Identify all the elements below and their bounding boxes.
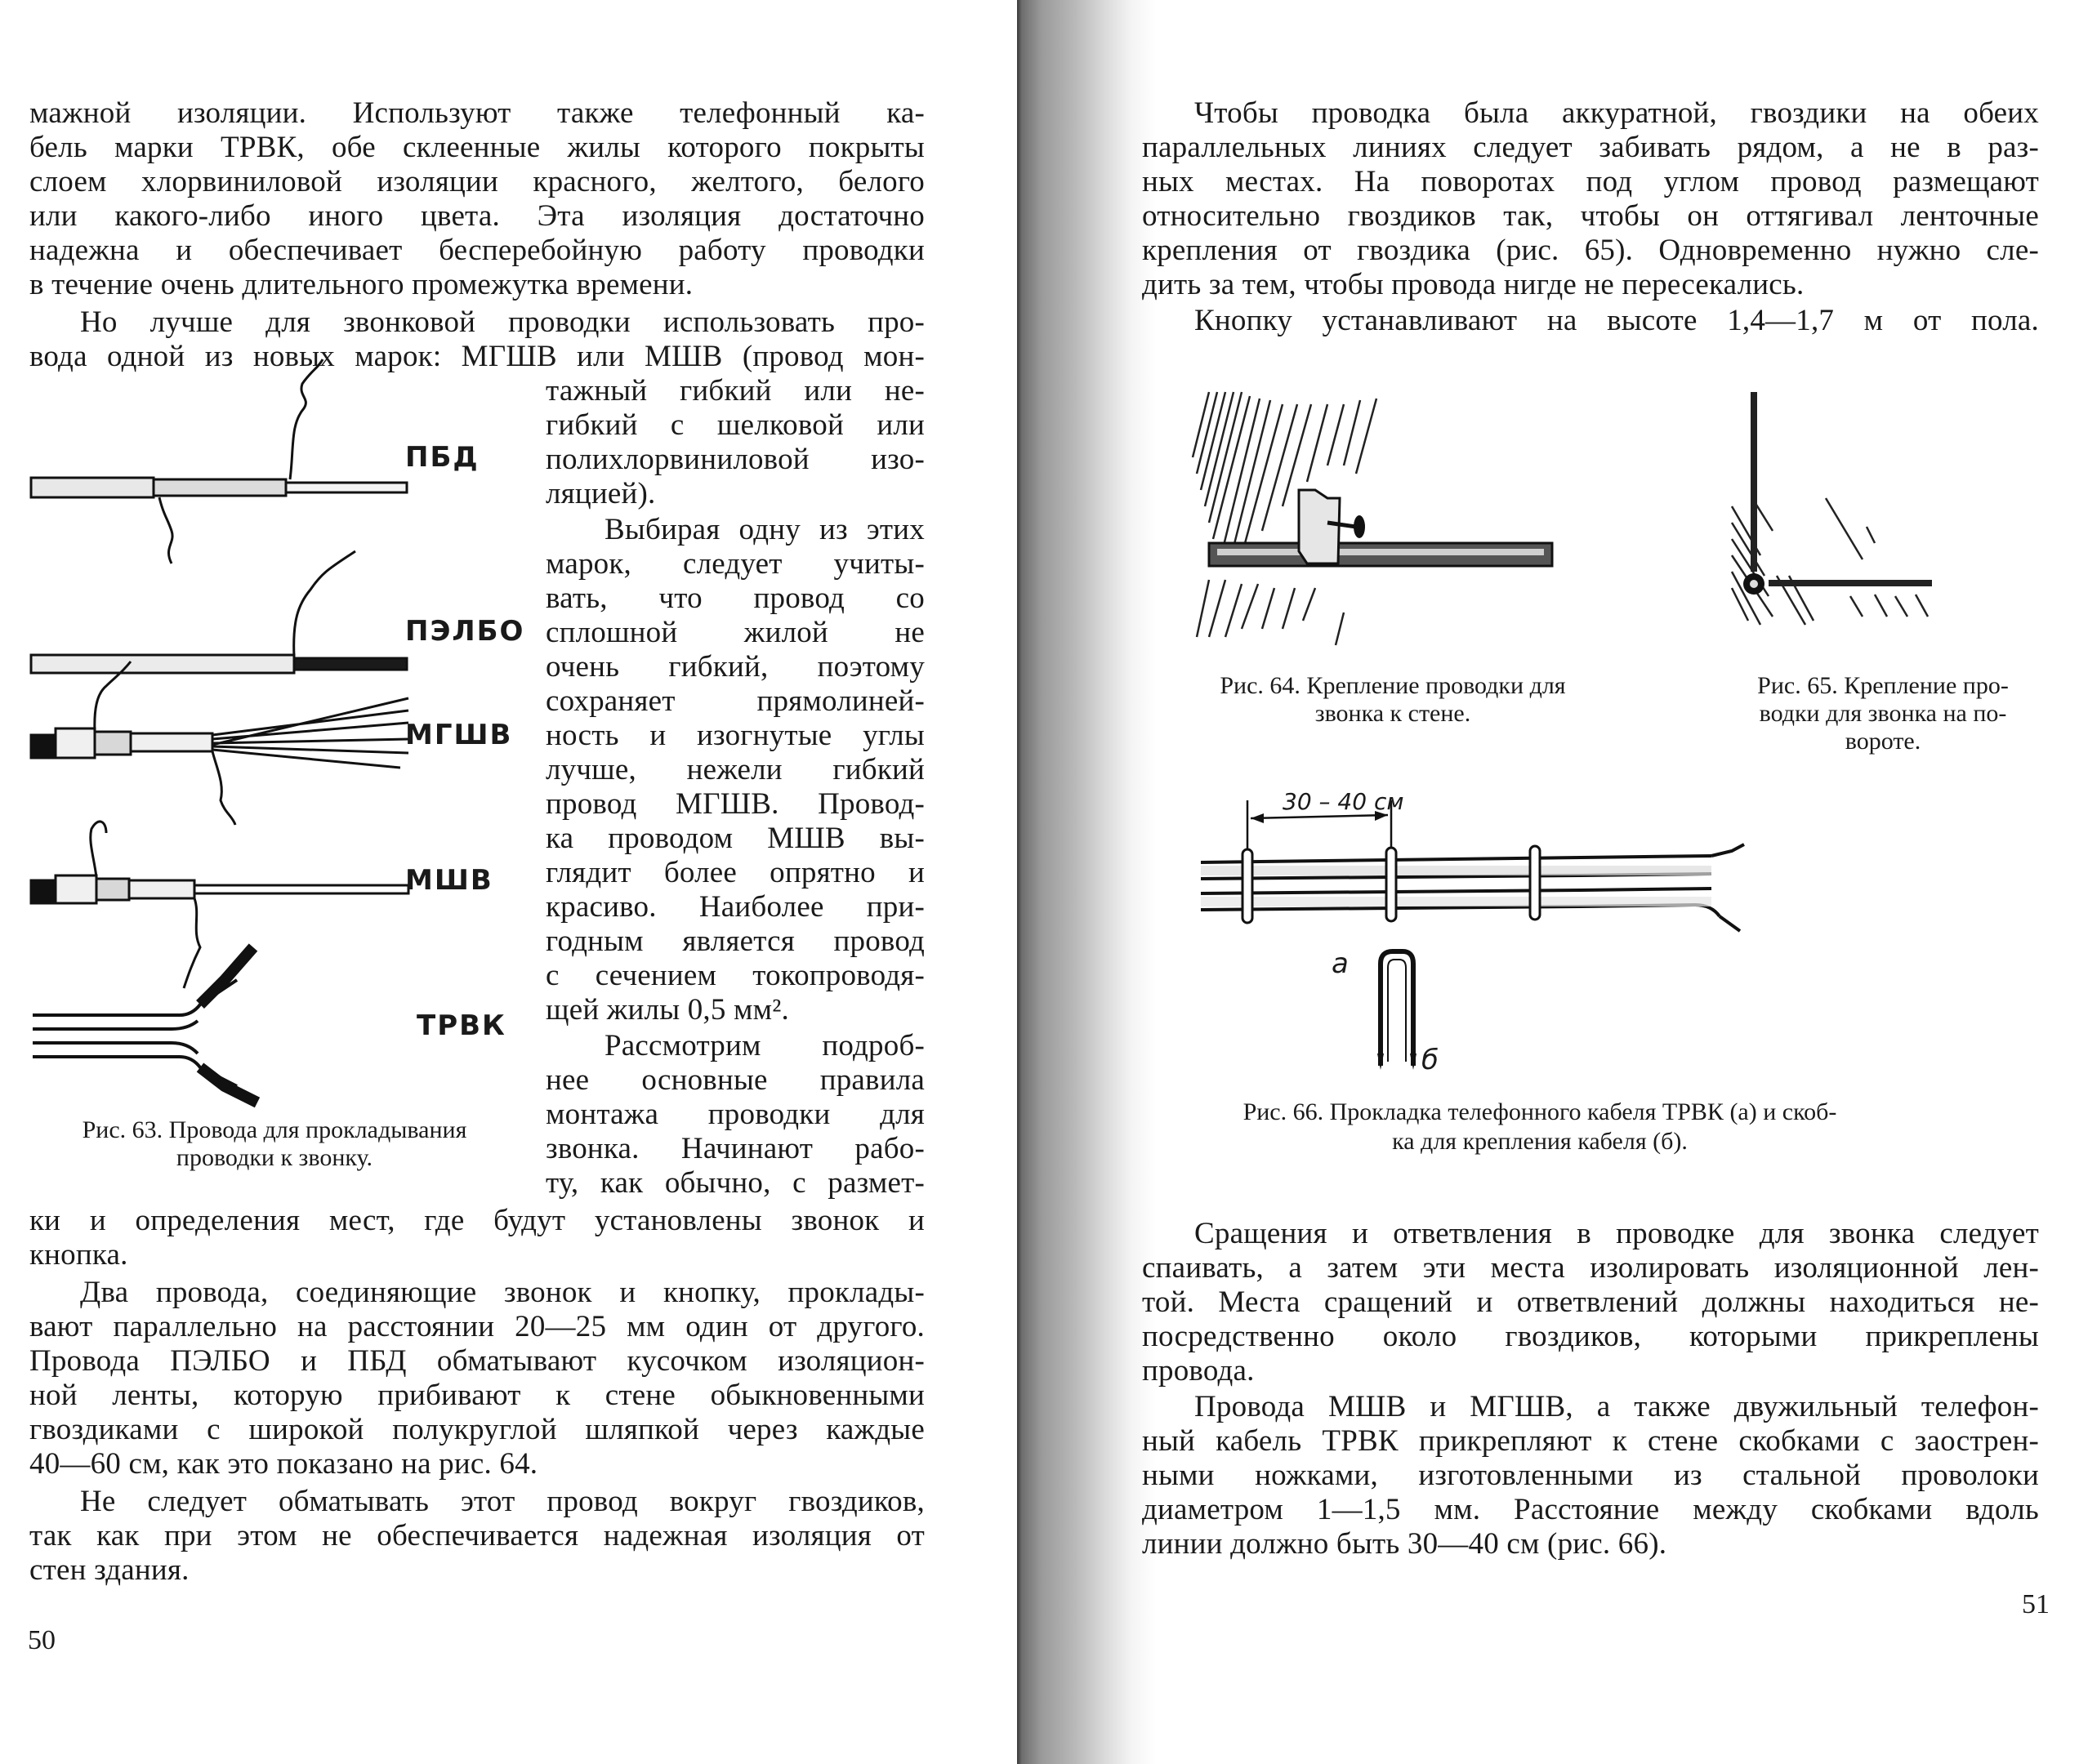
figure-64-caption-line2: звонка к стене. [1314, 700, 1471, 727]
cable-staple-illustration [1189, 784, 2038, 1078]
body-text-line: Выбирая одну из этих [605, 513, 925, 546]
body-text-line: Рассмотрим подроб- [605, 1029, 925, 1062]
body-text-line: с сечением токопроводя- [546, 959, 925, 992]
body-text-line: ных местах. На поворотах под углом провод размещают [1142, 165, 2039, 198]
body-text-line: ный кабель ТРВК прикрепляют к стене скобками с заострен- [1142, 1424, 2039, 1458]
wire-label-pbd: ПБД [405, 441, 480, 474]
wire-illustrations [16, 376, 539, 1045]
figure-66-caption-line1: Рис. 66. Прокладка телефонного кабеля ТРВК (а) и скоб- [1242, 1098, 1837, 1125]
body-text-line: сохраняет прямолиней- [546, 684, 925, 718]
body-text-line: щей жилы 0,5 мм². [546, 993, 789, 1027]
figure-65-caption-line3: вороте. [1845, 728, 1921, 755]
body-text-line: Провода ПЭЛБО и ПБД обматывают кусочком изоляцион- [29, 1344, 925, 1378]
body-text-line: посредственно около гвоздиков, которыми прикреплены [1142, 1320, 2039, 1353]
right-page [1017, 0, 2079, 1764]
body-text-line: ной ленты, которую прибивают к стене обыкновенными [29, 1379, 925, 1412]
figure-64-caption-line1: Рис. 64. Крепление проводки для [1220, 672, 1566, 699]
body-text-line: Чтобы проводка была аккуратной, гвоздики на обеих [1194, 96, 2039, 130]
body-text-line: сплошной жилой не [546, 616, 925, 649]
body-text-line: Не следует обматывать этот провод вокруг гвоздиков, [80, 1485, 925, 1518]
body-text-line: ки и определения мест, где будут установлены звонок и [29, 1204, 925, 1237]
part-b-label: б [1421, 1044, 1439, 1076]
left-page [0, 0, 1017, 1764]
body-text-line: нее основные правила [546, 1063, 925, 1097]
body-text-line: Сращения и ответвления в проводке для звонка следует [1194, 1217, 2039, 1250]
body-text-line: Кнопку устанавливают на высоте 1,4—1,7 м от пола. [1194, 304, 2039, 337]
body-text-line: той. Места сращений и ответвлений должны находиться не- [1142, 1285, 2039, 1319]
wire-label-pelbo: ПЭЛБО [405, 615, 525, 648]
body-text-line: вают параллельно на расстоянии 20—25 мм один от другого. [29, 1310, 925, 1343]
body-text-line: гвоздиками с широкой полукруглой шляпкой через каждые [29, 1413, 925, 1446]
body-text-line: звонка. Начинают рабо- [546, 1132, 925, 1165]
body-text-line: так как при этом не обеспечивается надежная изоляция от [29, 1519, 925, 1552]
wire-label-mshv: МШВ [405, 864, 493, 897]
body-text-line: бель марки ТРВК, обе склеенные жилы которого покрыты [29, 131, 925, 164]
figure-66-caption-line2: ка для крепления кабеля (б). [1392, 1128, 1688, 1155]
body-text-line: очень гибкий, поэтому [546, 650, 925, 684]
body-text-line: ными ножками, изготовленными из стальной проволоки [1142, 1459, 2039, 1492]
body-text-line: полихлорвиниловой изо- [546, 443, 925, 476]
body-text-line: относительно гвоздиков так, чтобы он оттягивал ленточные [1142, 199, 2039, 233]
figure-65-caption-line1: Рис. 65. Крепление про- [1757, 672, 2009, 699]
wire-label-mgshv: МГШВ [405, 719, 513, 751]
dimension-label: 30 – 40 см [1283, 788, 1404, 815]
body-text-line: стен здания. [29, 1553, 190, 1587]
figure-63-caption-line1: Рис. 63. Провода для прокладывания [82, 1116, 467, 1143]
body-text-line: Два провода, соединяющие звонок и кнопку, проклады- [80, 1276, 925, 1309]
wall-mount-illustration [1193, 368, 1601, 662]
body-text-line: дить за тем, чтобы провода нигде не пересекались. [1142, 268, 1805, 301]
body-text-line: в течение очень длительного промежутка времени. [29, 268, 694, 301]
body-text-line: мажной изоляции. Используют также телефонный ка- [29, 96, 925, 130]
body-text-line: диаметром 1—1,5 мм. Расстояние между скобками вдоль [1142, 1493, 2039, 1526]
body-text-line: кнопка. [29, 1238, 128, 1272]
body-text-line: ту, как обычно, с размет- [546, 1166, 925, 1200]
page-number: 50 [28, 1625, 56, 1655]
body-text-line: вода одной из новых марок: МГШВ или МШВ (провод мон- [29, 340, 925, 373]
body-text-line: годным является провод [546, 924, 925, 958]
body-text-line: крепления от гвоздика (рис. 65). Одновременно нужно сле- [1142, 234, 2039, 267]
part-a-label: а [1332, 947, 1349, 980]
page-number: 51 [2022, 1589, 2050, 1619]
figure-63-caption-line2: проводки к звонку. [176, 1144, 373, 1171]
body-text-line: глядит более опрятно и [546, 856, 925, 889]
body-text-line: тажный гибкий или не- [546, 374, 925, 408]
body-text-line: надежна и обеспечивает бесперебойную работу проводки [29, 234, 925, 267]
corner-turn-illustration [1728, 384, 1956, 645]
body-text-line: монтажа проводки для [546, 1098, 925, 1131]
wire-label-trvk: ТРВК [417, 1009, 506, 1042]
body-text-line: красиво. Наиболее при- [546, 890, 925, 924]
body-text-line: ляцией). [546, 477, 656, 510]
body-text-line: лучше, нежели гибкий [546, 753, 925, 786]
figure-65-caption-line2: водки для звонка на по- [1759, 700, 2007, 727]
body-text-line: слоем хлорвиниловой изоляции красного, желтого, белого [29, 165, 925, 198]
body-text-line: марок, следует учиты- [546, 547, 925, 581]
body-text-line: ка проводом МШВ вы- [546, 822, 925, 855]
body-text-line: Провода МШВ и МГШВ, а также двужильный телефон- [1194, 1390, 2039, 1423]
body-text-line: или какого-либо иного цвета. Эта изоляция достаточно [29, 199, 925, 233]
body-text-line: провод МГШВ. Провод- [546, 787, 925, 821]
body-text-line: параллельных линиях следует забивать рядом, а не в раз- [1142, 131, 2039, 164]
body-text-line: 40—60 см, как это показано на рис. 64. [29, 1447, 538, 1481]
body-text-line: провода. [1142, 1354, 1255, 1388]
body-text-line: линии должно быть 30—40 см (рис. 66). [1142, 1527, 1667, 1561]
body-text-line: вать, что провод со [546, 581, 925, 615]
body-text-line: гибкий с шелковой или [546, 408, 925, 442]
body-text-line: Но лучше для звонковой проводки использовать про- [80, 305, 925, 339]
body-text-line: спаивать, а затем эти места изолировать изоляционной лен- [1142, 1251, 2039, 1285]
body-text-line: ность и изогнутые углы [546, 719, 925, 752]
